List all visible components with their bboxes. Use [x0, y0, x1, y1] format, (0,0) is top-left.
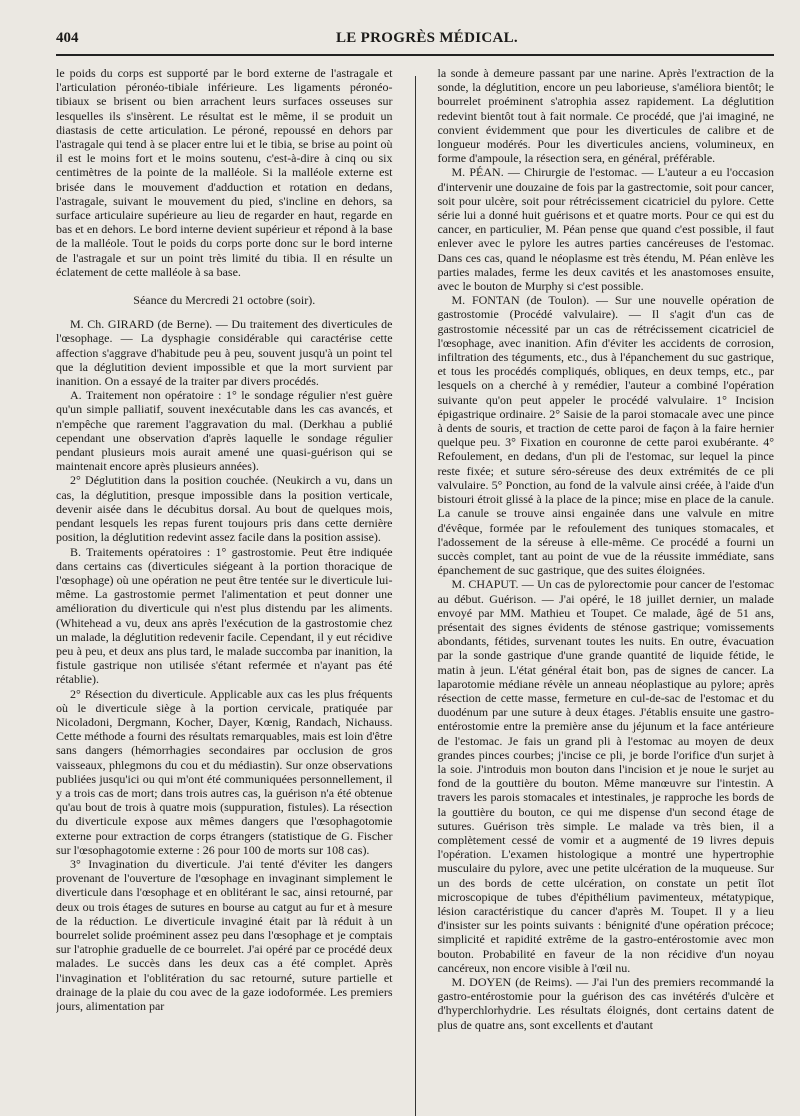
- text-columns: [56, 66, 774, 1116]
- left-column: [56, 66, 393, 1106]
- column-divider: [415, 76, 416, 1116]
- header-rule: [56, 54, 774, 56]
- page-header: [56, 30, 774, 50]
- journal-title: LE PROGRÈS MÉDICAL.: [336, 30, 518, 46]
- right-column-paragraph: M. FONTAN (de Toulon). — Sur une nouvelle opération de gastrostomie (Procédé valvulaire). — Il s'agit d'un cas de gastrostomie nécessité par un cas de rétrécissement cicatriciel de l'œsophage, avec inanition. Afin d'éviter les accidents de corrosion, infiltration des téguments, etc., dus à l'épanchement du suc gastrique, et tous les procédés compliqués, obliques, en deux temps, etc., par lesquels on a cherché à y remédier, l'auteur a combiné l'opération suivante qu'on peut appeler le procédé valvulaire. 1° Incision épigastrique ordinaire. 2° Saisie de la paroi stomacale avec une pince à dents de souris, et traction de cette paroi de façon à la faire hernier quelque peu. 3° Fixation en couronne de cette paroi exubérante. 4° Refoulement, en dedans, d'un pli de l'estomac, sur lequel la pince reste fixée; et suture séro-séreuse des deux extrémités de ce pli valvulaire. 5° Ponction, au fond de la valvule ainsi créée, à l'aide d'un bistouri étroit glissé à la place de la pince; mise en place de la canule. La canule se trouve ainsi engainée dans une valvule en mitre d'évêque, formée par le refoulement des tuniques stomacales, et l'adossement de la séreuse à elle-même. Ce procédé a fourni un succès complet, tant au point de vue de la réussite immédiate, sans épanchement de suc gastrique, que des suites éloignées.: [437, 293, 774, 578]
- left-column-paragraph: 2° Déglutition dans la position couchée. (Neukirch a vu, dans un cas, la déglutition, presque impossible dans la position verticale, devenir aisée dans le décubitus dorsal. Au bout de quelques mois, pendant lesquels les repas furent toujours pris dans cette dernière position, la déglutition redevint assez facile dans la position assise).: [56, 473, 393, 545]
- right-column: [437, 66, 774, 1106]
- left-column-paragraph: 3° Invagination du diverticule. J'ai tenté d'éviter les dangers provenant de l'ouverture de l'œsophage en invaginant simplement le diverticule dans l'œsophage et en oblitérant le sac, ainsi retourné, par deux ou trois étages de sutures en bourse au catgut au fur et à mesure de la réduction. Le diverticule invaginé était par là réduit à un bourrelet solide proéminent assez peu dans l'œsophage et je comptais sur l'atrophie graduelle de ce bourrelet. J'ai opéré par ce procédé deux malades. Le succès dans les deux cas a été complet. Après l'invagination et l'oblitération du sac retourné, suture partielle et drainage de la plaie du cou avec de la gaze iodoformée. Les premiers jours, alimentation par: [56, 856, 393, 1013]
- left-column-paragraph: A. Traitement non opératoire : 1° le sondage régulier n'est guère qu'un simple palliatif, souvent inexécutable dans les cas avancés, et n'empêche que rarement l'aggravation du mal. (Derkhau a publié cependant une observation d'après laquelle le sondage régulier pendant plusieurs mois aurait amené une quasi-guérison qui se maintenait encore après plusieurs années).: [56, 388, 393, 474]
- right-column-paragraph: M. PÉAN. — Chirurgie de l'estomac. — L'auteur a eu l'occasion d'intervenir une douzaine de fois par la gastrectomie, soit pour cancer, soit pour ulcère, soit pour rétrécissement cicatriciel du pylore. Cette série lui a donné huit guérisons et et quatre morts. Pour ce qui est du cancer, en particulier, M. Péan pense que quand c'est possible, il faut enlever avec le pylore les autres parties cancéreuses de l'estomac. Dans ces cas, quand le néoplasme est très étendu, M. Péan enlève les parties malades, ferme les deux cavités et les anastomoses ensuite, avec le bouton de Murphy si c'est possible.: [437, 165, 774, 294]
- left-column-paragraph: 2° Résection du diverticule. Applicable aux cas les plus fréquents où le diverticule siège à la portion cervicale, pratiquée par Nicoladoni, Dergmann, Kocher, Dayer, Kœnig, Randach, Nichauss. Cette méthode a fourni des résultats remarquables, mais est loin d'être sans dangers (hémorrhagies secondaires par occlusion de gros vaisseaux, phlegmons du cou et du médiastin). Sur onze observations publiées jusqu'ici ou qui m'ont été communiquées personnellement, il y a trois cas de mort; dans trois autres cas, la guérison n'a été obtenue qu'au bout de trois à quatre mois (suppuration, fistules). La résection du diverticule expose aux mêmes dangers que l'œsophagotomie externe pour extraction de corps étrangers (statistique de G. Fischer sur l'œsophagotomie externe : 26 pour 100 de morts sur 108 cas).: [56, 686, 393, 857]
- left-column-paragraph: M. Ch. GIRARD (de Berne). — Du traitement des diverticules de l'œsophage. — La dysphagie considérable qui caractérise cette affection s'aggrave d'habitude peu à peu, souvent jusqu'à un point tel que la déglutition devient impossible et que la mort survient par inanition. On a essayé de la traiter par divers procédés.: [56, 317, 393, 389]
- left-column-paragraph: Séance du Mercredi 21 octobre (soir).: [133, 293, 316, 308]
- page-number: 404: [56, 30, 79, 46]
- left-column-paragraph: le poids du corps est supporté par le bord externe de l'astragale et l'articulation péronéo-tibiale inférieure. Les ligaments péronéo-tibiaux se brisent ou bien arrachent leurs surfaces osseuses sur lesquelles ils s'insèrent. Le résultat est le même, il se produit un diastasis de cette articulation. Le péroné, repoussé en dehors par l'astragale qui tend à se placer entre lui et le tibia, se brise au point où il est le moins fort et le moins soutenu, c'est-à-dire à cinq ou six centimètres de la pointe de la malléole. Si la malléole externe est brisée dans le mouvement d'adduction et rotation en dedans, l'astragale, suivant le mouvement du pied, s'incline en dehors, sa surface articulaire supérieure au lieu de regarder en haut, regarde en bas et en dehors. Le bord interne devient supérieur et répond à la base de la malléole. Tout le poids du corps porte donc sur le bord interne de l'astragale et sur un point très limité du tibia. Il en résulte un éclatement de cette malléole à sa base.: [56, 66, 393, 279]
- left-column-paragraph: B. Traitements opératoires : 1° gastrostomie. Peut être indiquée dans certains cas (diverticules siégeant à la portion thoracique de l'œsophage) où une opération ne peut être tentée sur le diverticule lui-même. La gastrostomie permet l'alimentation et peut donner une amélioration du diverticule qui n'est plus distendu par les aliments. (Whitehead a vu, deux ans après l'exécution de la gastrostomie chez un malade, la déglutition redevenir facile. Cependant, il y eut récidive peu à peu, et deux ans plus tard, le malade succomba par inanition, la fistule gastrique non utilisée s'étant refermée et n'ayant pas été rétablie).: [56, 544, 393, 687]
- right-column-paragraph: la sonde à demeure passant par une narine. Après l'extraction de la sonde, la déglutition, encore un peu laborieuse, s'améliora bientôt; le bourrelet proéminent s'atrophia assez rapidement. La déglutition redevint bientôt tout à fait normale. Ce procédé, que j'ai imaginé, ne convient évidemment que pour les diverticules de calibre et de longueur modérés. Pour les diverticules anciens, volumineux, en forme d'ampoule, la résection sera, en général, préférable.: [437, 66, 774, 166]
- right-column-paragraph: M. DOYEN (de Reims). — J'ai l'un des premiers recommandé la gastro-entérostomie pour la guérison des cas invétérés d'ulcère et d'hyperchlorhydrie. Les résultats éloignés, dont certains datent de plus de quatre ans, sont excellents et d'autant: [437, 975, 774, 1032]
- right-column-paragraph: M. CHAPUT. — Un cas de pylorectomie pour cancer de l'estomac au début. Guérison. — J'ai opéré, le 18 juillet dernier, un malade envoyé par MM. Mathieu et Toupet. Ce malade, âgé de 51 ans, présentait des signes évidents de sténose gastrique; vomissements abondants, fétides, survenant toutes les nuits. En outre, évacuation par la sonde gastrique d'une grande quantité de liquide fétide, le matin à jeun. L'état général était bon, pas de signes de cancer. La laparotomie médiane révèle un anneau néoplastique au pylore; après résection de cette masse, fermeture en cul-de-sac de l'estomac et du duodénum par une suture à deux étages. J'établis ensuite une gastro-entérostomie entre la première anse du jéjunum et la face antérieure de l'estomac. Je fais un grand pli à l'estomac au moyen de deux grandes pinces courbes; j'incise ce pli, je borde l'orifice d'un surjet à la soie. J'introduis mon bouton dans l'incision et je noue le surjet au fond de la gouttière du bouton. Même manœuvre sur l'intestin. A travers les parois stomacales et intestinales, je rapproche les bords de la gouttière du bouton, ce qui me dispense d'un second étage de sutures. Guérison très simple. Le malade va très bien, il a complètement cessé de vomir et a augmenté de 19 livres depuis l'opération. L'examen histologique a montré une hypertrophie musculaire du pylore, avec une petite ulcération de la muqueuse. Sur un des bords de cette ulcération, on constate un petit îlot microscopique de tubes d'épithélium pavimenteux, métatypique, lésion caractéristique du cancer d'après M. Toupet. Il y a lieu d'insister sur les points suivants : bénignité d'une opération précoce; simplicité et rapidité extrême de la gastro-entérostomie avec mon bouton. Probabilité en faveur de la non récidive d'un noyau cancéreux, non encore visible à l'œil nu.: [437, 577, 774, 975]
